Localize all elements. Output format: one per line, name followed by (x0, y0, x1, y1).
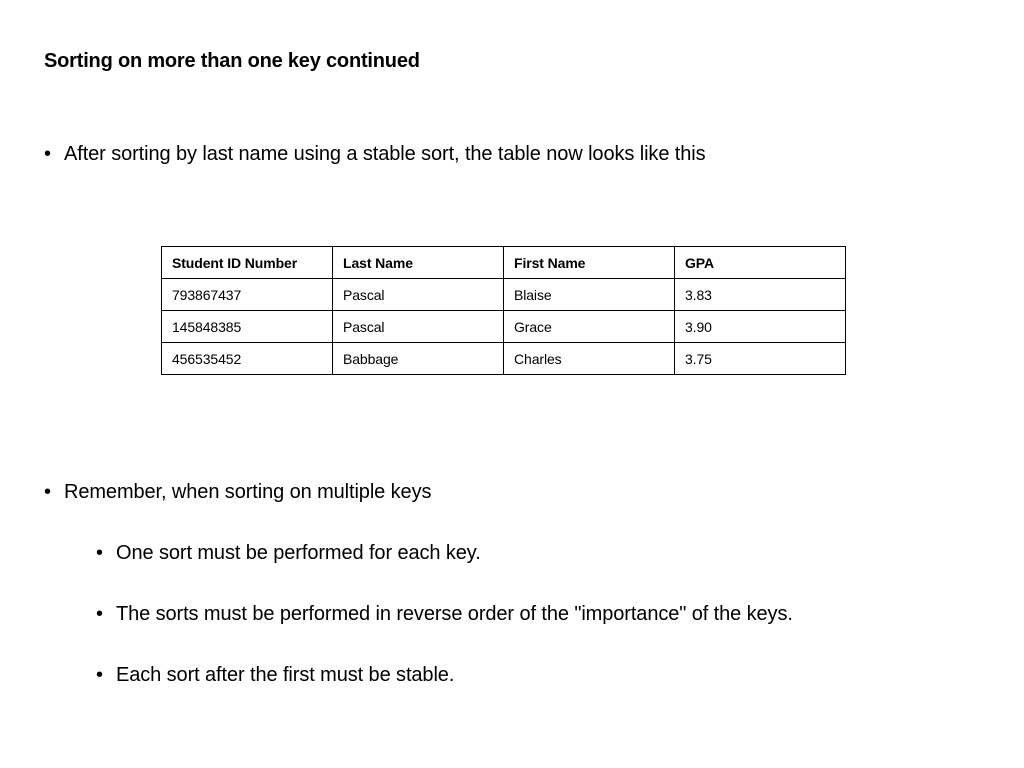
table-row (162, 311, 846, 343)
cell-student-id: 793867437 (162, 279, 333, 311)
bullet-dot-icon: • (96, 542, 103, 564)
bullet-text: Remember, when sorting on multiple keys (64, 481, 432, 503)
table-row (162, 343, 846, 375)
sub-bullet-item (96, 542, 481, 565)
bullet-dot-icon: • (96, 603, 103, 625)
cell-last-name: Babbage (333, 343, 504, 375)
bullet-text: One sort must be performed for each key. (116, 542, 481, 564)
cell-student-id: 145848385 (162, 311, 333, 343)
bullet-text: The sorts must be performed in reverse order of the "importance" of the keys. (116, 603, 793, 625)
table-header-row (162, 247, 846, 279)
cell-student-id: 456535452 (162, 343, 333, 375)
cell-last-name: Pascal (333, 311, 504, 343)
header-first-name: First Name (504, 247, 675, 279)
sub-bullet-item (96, 664, 454, 687)
student-table (161, 246, 846, 375)
cell-gpa: 3.90 (675, 311, 846, 343)
slide-title: Sorting on more than one key continued (44, 50, 420, 72)
cell-gpa: 3.83 (675, 279, 846, 311)
bullet-dot-icon: • (96, 664, 103, 686)
table-row (162, 279, 846, 311)
header-last-name: Last Name (333, 247, 504, 279)
header-student-id: Student ID Number (162, 247, 333, 279)
bullet-item (44, 481, 431, 504)
cell-first-name: Charles (504, 343, 675, 375)
cell-first-name: Blaise (504, 279, 675, 311)
bullet-text: Each sort after the first must be stable. (116, 664, 455, 686)
bullet-text: After sorting by last name using a stable sort, the table now looks like this (64, 143, 706, 165)
sub-bullet-item (96, 603, 793, 626)
cell-last-name: Pascal (333, 279, 504, 311)
header-gpa: GPA (675, 247, 846, 279)
cell-first-name: Grace (504, 311, 675, 343)
bullet-dot-icon: • (44, 143, 51, 165)
bullet-dot-icon: • (44, 481, 51, 503)
bullet-item (44, 143, 706, 166)
cell-gpa: 3.75 (675, 343, 846, 375)
